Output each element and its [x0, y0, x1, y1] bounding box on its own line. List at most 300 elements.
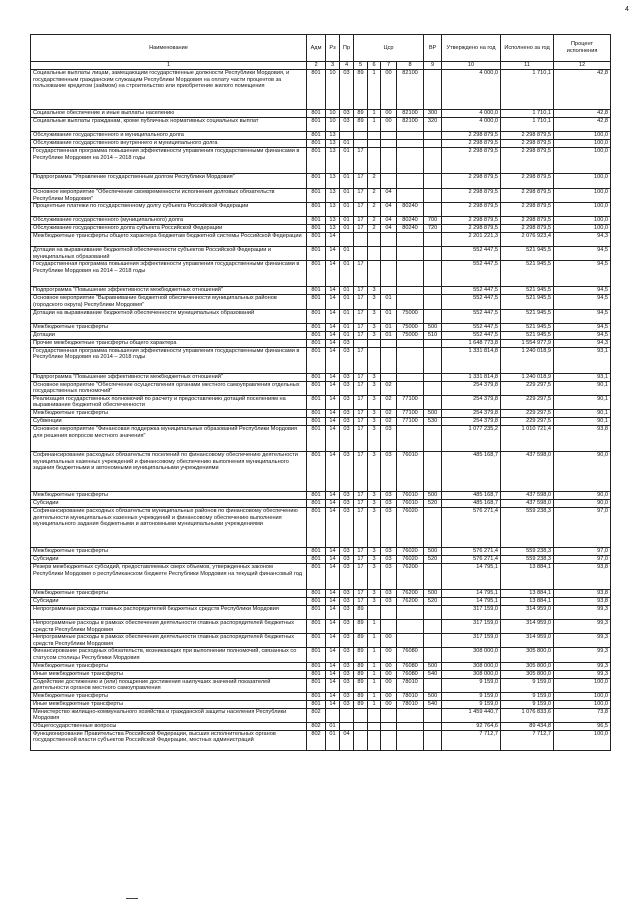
adm-cell: 801 — [307, 233, 326, 247]
approved-cell: 4 000,0 — [442, 110, 501, 118]
tsr2-cell: 1 — [368, 118, 381, 132]
row-name-cell: Межбюджетные трансферты — [31, 323, 307, 331]
adm-cell: 801 — [307, 507, 326, 547]
vr-cell: 500 — [424, 692, 442, 700]
tsr4-cell: 82100 — [397, 118, 424, 132]
tsr2-cell: 1 — [368, 678, 381, 692]
tsr1-cell — [354, 708, 368, 722]
row-name-cell: Государственная программа повышения эффективности управления государственными финансами в Республике Мордовия на 2014 – 2018 годы — [31, 148, 307, 174]
vr-cell — [424, 507, 442, 547]
tsr3-cell: 02 — [381, 417, 397, 425]
adm-cell: 801 — [307, 597, 326, 605]
tsr1-cell: 17 — [354, 323, 368, 331]
tsr4-cell — [397, 132, 424, 140]
tsr4-cell: 76010 — [397, 451, 424, 491]
row-name-cell: Социальное обеспечение и иные выплаты населению — [31, 110, 307, 118]
adm-cell: 801 — [307, 70, 326, 110]
tsr4-cell: 76010 — [397, 499, 424, 507]
pr-cell: 03 — [340, 118, 354, 132]
vr-cell: 500 — [424, 547, 442, 555]
pr-cell: 03 — [340, 589, 354, 597]
adm-cell: 801 — [307, 295, 326, 309]
tsr1-cell: 89 — [354, 700, 368, 708]
tsr2-cell: 3 — [368, 589, 381, 597]
table-row — [31, 339, 611, 347]
adm-cell: 801 — [307, 648, 326, 662]
tsr1-cell: 89 — [354, 662, 368, 670]
adm-cell: 801 — [307, 700, 326, 708]
row-name-cell: Резерв межбюджетных субсидий, предоставляемых сверх объемов, утвержденных законом Республики Мордовия о республиканском бюджете Республики Мордовия на текущий финансовый год — [31, 563, 307, 589]
vr-cell: 300 — [424, 110, 442, 118]
executed-cell: 314 959,0 — [501, 619, 554, 633]
approved-cell: 14 795,1 — [442, 589, 501, 597]
percent-cell: 97,0 — [554, 507, 611, 547]
approved-cell: 4 000,0 — [442, 70, 501, 110]
row-name-cell: Прочие межбюджетные трансферты общего характера — [31, 339, 307, 347]
tsr2-cell: 1 — [368, 634, 381, 648]
approved-cell: 1 331 814,8 — [442, 347, 501, 373]
row-name-cell: Межбюджетные трансферты — [31, 662, 307, 670]
tsr1-cell — [354, 233, 368, 247]
executed-cell: 305 800,0 — [501, 648, 554, 662]
approved-cell: 1 459 440,7 — [442, 708, 501, 722]
pr-cell — [340, 132, 354, 140]
tsr3-cell — [381, 347, 397, 373]
row-name-cell: Дотации на выравнивание бюджетной обеспеченности субъектов Российской Федерации и муниципальных образований — [31, 247, 307, 261]
approved-cell: 485 168,7 — [442, 491, 501, 499]
tsr2-cell: 3 — [368, 491, 381, 499]
approved-cell: 2 298 879,5 — [442, 140, 501, 148]
tsr2-cell — [368, 261, 381, 287]
rz-cell: 13 — [326, 140, 340, 148]
percent-cell: 100,0 — [554, 700, 611, 708]
table-row — [31, 700, 611, 708]
tsr4-cell: 78010 — [397, 692, 424, 700]
tsr1-cell: 17 — [354, 287, 368, 295]
executed-cell: 305 800,0 — [501, 662, 554, 670]
tsr2-cell: 1 — [368, 700, 381, 708]
table-row — [31, 373, 611, 381]
row-name-cell: Межбюджетные трансферты общего характера бюджетам бюджетной системы Российской Федерации — [31, 233, 307, 247]
executed-cell: 305 800,0 — [501, 670, 554, 678]
tsr4-cell — [397, 425, 424, 451]
tsr4-cell — [397, 174, 424, 189]
table-row — [31, 491, 611, 499]
tsr4-cell: 80240 — [397, 203, 424, 217]
budget-execution-table-wrapper — [30, 34, 610, 751]
approved-cell: 14 795,1 — [442, 597, 501, 605]
pr-cell: 03 — [340, 381, 354, 395]
header-row — [31, 35, 611, 62]
tsr4-cell: 80240 — [397, 217, 424, 225]
tsr1-cell: 17 — [354, 563, 368, 589]
pr-cell: 03 — [340, 662, 354, 670]
tsr2-cell: 3 — [368, 597, 381, 605]
tsr2-cell — [368, 140, 381, 148]
vr-cell — [424, 678, 442, 692]
pr-cell: 03 — [340, 491, 354, 499]
approved-cell: 552 447,5 — [442, 323, 501, 331]
executed-cell: 2 298 879,5 — [501, 174, 554, 189]
row-name-cell: Обслуживание государственного внутреннего и муниципального долга — [31, 140, 307, 148]
executed-cell: 521 945,5 — [501, 287, 554, 295]
row-name-cell: Основное мероприятие "Финансовая поддержка муниципальных образований Республики Мордовия для решения вопросов местного значения" — [31, 425, 307, 451]
executed-cell: 13 884,1 — [501, 597, 554, 605]
pr-cell: 03 — [340, 425, 354, 451]
percent-cell: 97,0 — [554, 555, 611, 563]
tsr1-cell: 17 — [354, 331, 368, 339]
tsr2-cell: 1 — [368, 110, 381, 118]
adm-cell: 801 — [307, 189, 326, 203]
row-name-cell: Обслуживание государственного (муниципального) долга — [31, 217, 307, 225]
tsr1-cell: 17 — [354, 381, 368, 395]
pr-cell: 03 — [340, 670, 354, 678]
row-name-cell: Функционирование Правительства Российской Федерации, высших исполнительных органов государственной власти субъектов Российской Федерации, местных администраций — [31, 730, 307, 750]
pr-cell: 03 — [340, 678, 354, 692]
vr-cell — [424, 174, 442, 189]
percent-cell: 100,0 — [554, 148, 611, 174]
tsr4-cell — [397, 189, 424, 203]
pr-cell: 03 — [340, 692, 354, 700]
tsr2-cell: 3 — [368, 499, 381, 507]
tsr2-cell: 3 — [368, 287, 381, 295]
executed-cell: 1 076 833,6 — [501, 708, 554, 722]
table-row — [31, 597, 611, 605]
adm-cell: 801 — [307, 491, 326, 499]
vr-cell: 700 — [424, 217, 442, 225]
column-number: 8 — [397, 62, 424, 70]
percent-cell: 99,3 — [554, 605, 611, 619]
vr-cell: 720 — [424, 225, 442, 233]
adm-cell: 801 — [307, 634, 326, 648]
tsr3-cell — [381, 132, 397, 140]
rz-cell: 13 — [326, 132, 340, 140]
tsr2-cell: 3 — [368, 507, 381, 547]
table-row — [31, 648, 611, 662]
page-number: 4 — [625, 6, 629, 13]
table-row — [31, 309, 611, 323]
tsr2-cell: 3 — [368, 309, 381, 323]
vr-cell — [424, 132, 442, 140]
adm-cell: 801 — [307, 692, 326, 700]
pr-cell: 03 — [340, 417, 354, 425]
tsr3-cell — [381, 722, 397, 730]
adm-cell: 801 — [307, 662, 326, 670]
table-row — [31, 425, 611, 451]
tsr3-cell: 03 — [381, 563, 397, 589]
tsr1-cell: 17 — [354, 174, 368, 189]
approved-cell: 317 159,0 — [442, 605, 501, 619]
row-name-cell: Подпрограмма "Управление государственным долгом Республики Мордовия" — [31, 174, 307, 189]
tsr1-cell: 89 — [354, 70, 368, 110]
percent-cell: 42,8 — [554, 70, 611, 110]
tsr2-cell: 2 — [368, 174, 381, 189]
table-row — [31, 563, 611, 589]
tsr1-cell: 17 — [354, 347, 368, 373]
tsr1-cell: 17 — [354, 395, 368, 409]
pr-cell: 03 — [340, 563, 354, 589]
tsr2-cell: 1 — [368, 670, 381, 678]
vr-cell: 500 — [424, 323, 442, 331]
pr-cell: 01 — [340, 295, 354, 309]
column-number: 3 — [326, 62, 340, 70]
tsr3-cell: 01 — [381, 323, 397, 331]
tsr4-cell: 82100 — [397, 70, 424, 110]
percent-cell: 93,8 — [554, 597, 611, 605]
row-name-cell: Софинансирование расходных обязательств муниципальных районов по финансовому обеспечению деятельности муниципальных казенных учреждений и финансовому обеспечению выполнения муниципального задания бюджетными и автономными муниципальными учреждениями — [31, 507, 307, 547]
column-number: 5 — [354, 62, 368, 70]
tsr3-cell — [381, 247, 397, 261]
adm-cell: 801 — [307, 309, 326, 323]
vr-cell — [424, 425, 442, 451]
executed-cell: 229 297,5 — [501, 417, 554, 425]
executed-cell: 437 598,0 — [501, 499, 554, 507]
tsr4-cell: 77100 — [397, 417, 424, 425]
row-name-cell: Основное мероприятие "Обеспечение осуществления органами местного самоуправления отдельных государственных полномочий" — [31, 381, 307, 395]
approved-cell: 2 298 879,5 — [442, 217, 501, 225]
table-row — [31, 722, 611, 730]
executed-cell: 437 598,0 — [501, 491, 554, 499]
tsr1-cell: 17 — [354, 373, 368, 381]
vr-cell — [424, 619, 442, 633]
pr-cell: 01 — [340, 148, 354, 174]
table-row — [31, 708, 611, 722]
rz-cell: 14 — [326, 373, 340, 381]
tsr4-cell: 75000 — [397, 331, 424, 339]
percent-cell: 99,3 — [554, 670, 611, 678]
rz-cell: 14 — [326, 331, 340, 339]
tsr2-cell: 1 — [368, 648, 381, 662]
rz-cell: 14 — [326, 247, 340, 261]
adm-cell: 801 — [307, 118, 326, 132]
tsr2-cell: 3 — [368, 555, 381, 563]
percent-cell: 90,0 — [554, 491, 611, 499]
rz-cell: 14 — [326, 233, 340, 247]
percent-cell: 100,0 — [554, 692, 611, 700]
executed-cell: 229 297,5 — [501, 381, 554, 395]
tsr1-cell: 17 — [354, 589, 368, 597]
tsr4-cell: 77100 — [397, 409, 424, 417]
percent-cell: 94,5 — [554, 261, 611, 287]
row-name-cell: Дотации — [31, 331, 307, 339]
vr-cell: 500 — [424, 662, 442, 670]
tsr1-cell: 17 — [354, 417, 368, 425]
executed-cell: 1 710,1 — [501, 70, 554, 110]
tsr1-cell: 17 — [354, 499, 368, 507]
tsr2-cell: 1 — [368, 662, 381, 670]
tsr1-cell — [354, 730, 368, 750]
column-number: 1 — [31, 62, 307, 70]
table-row — [31, 499, 611, 507]
row-name-cell: Межбюджетные трансферты — [31, 491, 307, 499]
approved-cell: 254 379,8 — [442, 417, 501, 425]
header-pr: Пр — [340, 35, 354, 62]
tsr1-cell: 17 — [354, 217, 368, 225]
rz-cell: 14 — [326, 648, 340, 662]
tsr3-cell: 00 — [381, 678, 397, 692]
tsr1-cell: 89 — [354, 670, 368, 678]
tsr2-cell — [368, 339, 381, 347]
tsr1-cell: 17 — [354, 507, 368, 547]
rz-cell: 13 — [326, 225, 340, 233]
approved-cell: 2 298 879,5 — [442, 189, 501, 203]
tsr1-cell: 17 — [354, 309, 368, 323]
row-name-cell: Министерство жилищно-коммунального хозяйства и гражданской защиты населения Республики Мордовия — [31, 708, 307, 722]
tsr1-cell: 17 — [354, 203, 368, 217]
pr-cell: 03 — [340, 409, 354, 417]
executed-cell: 1 240 018,9 — [501, 373, 554, 381]
tsr3-cell: 04 — [381, 189, 397, 203]
approved-cell: 308 000,0 — [442, 648, 501, 662]
tsr4-cell: 82100 — [397, 110, 424, 118]
executed-cell: 9 159,0 — [501, 700, 554, 708]
approved-cell: 2 298 879,5 — [442, 203, 501, 217]
column-number: 9 — [424, 62, 442, 70]
executed-cell: 559 238,3 — [501, 555, 554, 563]
vr-cell — [424, 203, 442, 217]
pr-cell: 01 — [340, 203, 354, 217]
vr-cell — [424, 295, 442, 309]
table-row — [31, 233, 611, 247]
tsr3-cell: 03 — [381, 425, 397, 451]
pr-cell: 04 — [340, 730, 354, 750]
approved-cell: 9 159,0 — [442, 700, 501, 708]
pr-cell: 03 — [340, 347, 354, 373]
percent-cell: 42,8 — [554, 110, 611, 118]
tsr4-cell — [397, 247, 424, 261]
vr-cell — [424, 451, 442, 491]
adm-cell: 801 — [307, 417, 326, 425]
rz-cell: 14 — [326, 417, 340, 425]
tsr1-cell: 89 — [354, 110, 368, 118]
vr-cell — [424, 708, 442, 722]
row-name-cell: Государственная программа повышения эффективности управления государственными финансами в Республике Мордовия на 2014 – 2018 годы — [31, 261, 307, 287]
tsr4-cell: 78010 — [397, 678, 424, 692]
tsr3-cell — [381, 373, 397, 381]
vr-cell — [424, 634, 442, 648]
tsr4-cell — [397, 233, 424, 247]
tsr1-cell: 17 — [354, 261, 368, 287]
tsr3-cell — [381, 287, 397, 295]
vr-cell — [424, 722, 442, 730]
tsr3-cell: 01 — [381, 309, 397, 323]
percent-cell: 93,8 — [554, 589, 611, 597]
rz-cell: 14 — [326, 555, 340, 563]
tsr2-cell: 1 — [368, 692, 381, 700]
approved-cell: 1 077 235,2 — [442, 425, 501, 451]
tsr2-cell: 2 — [368, 225, 381, 233]
executed-cell: 89 434,8 — [501, 722, 554, 730]
pr-cell: 01 — [340, 309, 354, 323]
vr-cell: 320 — [424, 118, 442, 132]
row-name-cell: Реализация государственных полномочий по расчету и предоставлению дотаций поселениям на выравнивание бюджетной обеспеченности — [31, 395, 307, 409]
vr-cell — [424, 309, 442, 323]
rz-cell: 14 — [326, 261, 340, 287]
adm-cell: 801 — [307, 605, 326, 619]
row-name-cell: Непрограммные расходы в рамках обеспечения деятельности главных распорядителей бюджетных средств Республики Мордовия — [31, 634, 307, 648]
approved-cell: 576 271,4 — [442, 555, 501, 563]
executed-cell: 1 554 977,9 — [501, 339, 554, 347]
header-adm: Адм — [307, 35, 326, 62]
row-name-cell: Подпрограмма "Повышение эффективности межбюджетных отношений" — [31, 287, 307, 295]
tsr1-cell: 89 — [354, 648, 368, 662]
tsr2-cell: 3 — [368, 417, 381, 425]
column-number: 10 — [442, 62, 501, 70]
column-number: 12 — [554, 62, 611, 70]
percent-cell: 100,0 — [554, 217, 611, 225]
percent-cell: 93,1 — [554, 347, 611, 373]
tsr1-cell: 17 — [354, 597, 368, 605]
header-approved: Утверждено на год — [442, 35, 501, 62]
tsr3-cell — [381, 174, 397, 189]
percent-cell: 90,0 — [554, 499, 611, 507]
tsr1-cell: 89 — [354, 619, 368, 633]
tsr2-cell: 3 — [368, 373, 381, 381]
adm-cell: 801 — [307, 225, 326, 233]
tsr1-cell: 17 — [354, 189, 368, 203]
table-row — [31, 323, 611, 331]
table-row — [31, 555, 611, 563]
pr-cell: 03 — [340, 507, 354, 547]
rz-cell: 14 — [326, 507, 340, 547]
tsr3-cell: 03 — [381, 555, 397, 563]
table-row — [31, 295, 611, 309]
table-row — [31, 261, 611, 287]
tsr4-cell: 76010 — [397, 491, 424, 499]
table-row — [31, 662, 611, 670]
executed-cell: 521 945,5 — [501, 331, 554, 339]
tsr2-cell: 3 — [368, 547, 381, 555]
tsr2-cell: 3 — [368, 451, 381, 491]
executed-cell: 314 959,0 — [501, 634, 554, 648]
pr-cell: 03 — [340, 70, 354, 110]
column-number: 6 — [368, 62, 381, 70]
tsr1-cell: 89 — [354, 605, 368, 619]
tsr1-cell: 17 — [354, 409, 368, 417]
header-percent: Процент исполнения — [554, 35, 611, 62]
tsr3-cell: 03 — [381, 547, 397, 555]
table-row — [31, 395, 611, 409]
tsr3-cell: 00 — [381, 692, 397, 700]
tsr1-cell: 17 — [354, 547, 368, 555]
tsr3-cell: 00 — [381, 118, 397, 132]
approved-cell: 9 159,0 — [442, 678, 501, 692]
rz-cell: 14 — [326, 381, 340, 395]
tsr4-cell: 76080 — [397, 648, 424, 662]
percent-cell: 94,3 — [554, 339, 611, 347]
percent-cell: 100,0 — [554, 189, 611, 203]
executed-cell: 9 159,0 — [501, 678, 554, 692]
approved-cell: 576 271,4 — [442, 507, 501, 547]
adm-cell: 801 — [307, 174, 326, 189]
approved-cell: 485 168,7 — [442, 451, 501, 491]
tsr4-cell — [397, 140, 424, 148]
rz-cell: 14 — [326, 491, 340, 499]
rz-cell: 10 — [326, 110, 340, 118]
vr-cell: 540 — [424, 670, 442, 678]
tsr4-cell: 76080 — [397, 662, 424, 670]
approved-cell: 576 271,4 — [442, 547, 501, 555]
approved-cell: 485 168,7 — [442, 499, 501, 507]
table-row — [31, 148, 611, 174]
pr-cell: 03 — [340, 648, 354, 662]
vr-cell: 500 — [424, 409, 442, 417]
tsr4-cell: 76200 — [397, 589, 424, 597]
percent-cell: 90,1 — [554, 395, 611, 409]
pr-cell: 01 — [340, 323, 354, 331]
vr-cell — [424, 563, 442, 589]
row-name-cell: Социальные выплаты гражданам, кроме публичных нормативных социальных выплат — [31, 118, 307, 132]
